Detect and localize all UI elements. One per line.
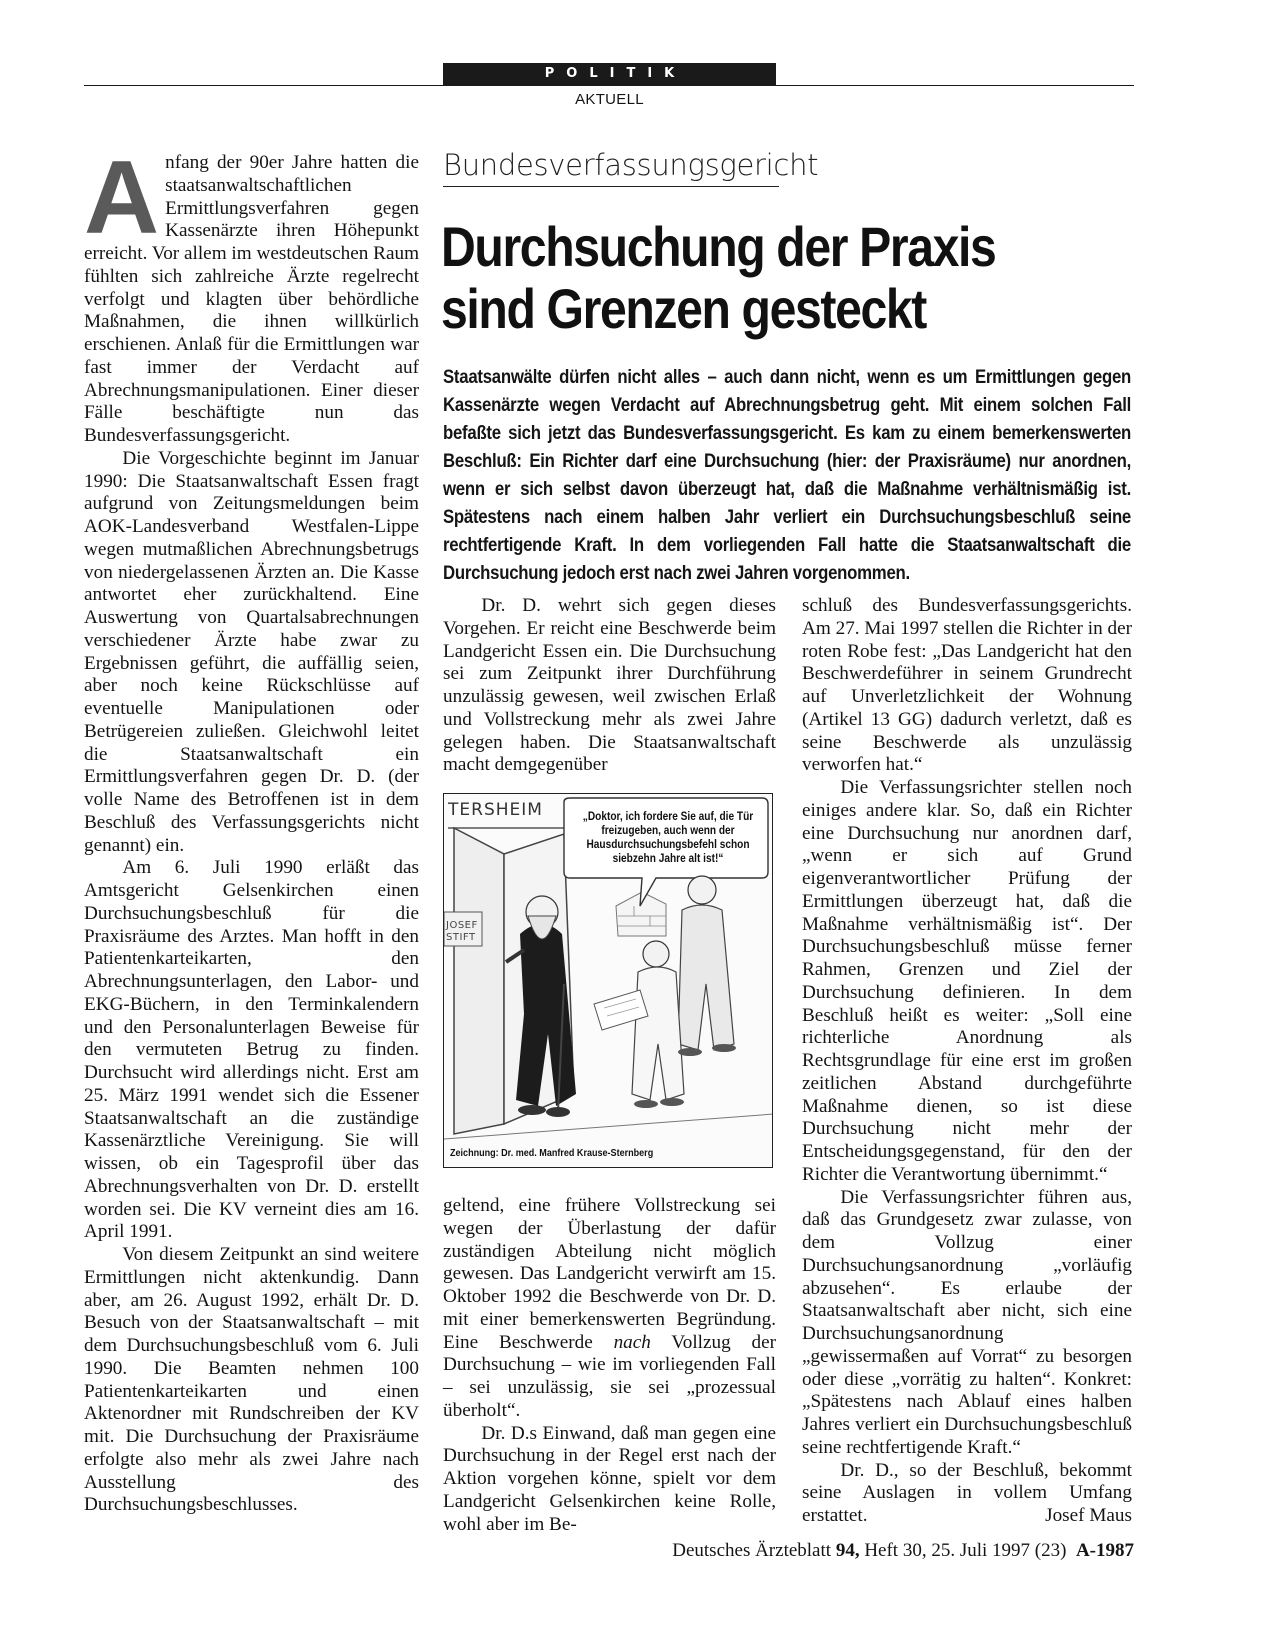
paragraph: geltend, eine frühere Vollstreckung sei wegen der Überlastung der dafür zuständigen Abteilung nicht möglich gewesen. Das Landgericht verwirft am 15. Oktober 1992 die Beschwerde von Dr. D. mit einer bemerkenswerten Begründung. Eine Beschwerde nach Vollzug der Durchsuchung – wie im vorliegenden Fall – sei unzulässig, sie sei „prozessual überholt“. [443,1195,776,1421]
page-number: A-1987 [1075,1540,1134,1561]
journal-name: Deutsches Ärzteblatt [672,1540,832,1561]
headline-line: Durchsuchung der Praxis [441,215,996,278]
cartoon-credit: Zeichnung: Dr. med. Manfred Krause-Sternberg [450,1147,654,1159]
emphasis: nach [613,1331,651,1353]
journal-issue: Heft 30, 25. Juli 1997 (23) [864,1540,1067,1561]
paragraph: Die Verfassungsrichter stellen noch einiges andere klar. So, daß ein Richter eine Durchsuchung nur anordnen darf, „wenn er sich auf Grund eigenverantwortlicher Prüfung der Ermittlungen überzeugt hat, daß die Maßnahme verhältnismäßig ist“. Der Durchsuchungsbeschluß müsse ferner Rahmen, Grenzen und Ziel der Durchsuchung definieren. In dem Beschluß heißt es weiter: „Soll eine richterliche Anordnung als Rechtsgrundlage für eine erst im großen zeitlichen Abstand durchgeführte Maßnahme dienen, so ist diese Durchsuchung nicht mehr der Entscheidungsgegenstand, für den der Richter die Verantwortung übernimmt.“ [802,777,1132,1185]
paragraph: Die Verfassungsrichter führen aus, daß das Grundgesetz zwar zulasse, von dem Vollzug einer Durchsuchungsanordnung „vorläufig abzusehen“. Es erlaube der Staatsanwaltschaft aber nicht, sich eine Durchsuchungsanordnung „gewissermaßen auf Vorrat“ zu besorgen oder diese „vorrätig zu halten“. Konkret: „Spätestens nach Ablauf eines halben Jahres verliert ein Durchsuchungsbeschluß seine rechtfertigende Kraft.“ [802,1186,1132,1458]
paragraph: schluß des Bundesverfassungsgerichts. Am 27. Mai 1997 stellen die Richter in der roten Robe fest: „Das Landgericht hat den Beschwerdeführer in seinem Grundrecht auf Unverletzlichkeit der Wohnung (Artikel 13 GG) dadurch verletzt, daß es seine Beschwerde als unzulässig verworfen hat.“ [802,595,1132,776]
cartoon-illustration [443,793,773,1168]
paragraph: Dr. D. wehrt sich gegen dieses Vorgehen. Er reicht eine Beschwerde beim Landgericht Essen ein. Die Durchsuchung sei zum Zeitpunkt ihrer Durchführung unzulässig gewesen, weil zwischen Erlaß und Vollstreckung mehr als zwei Jahre gelegen haben. Die Staatsanwaltschaft macht demgegenüber [443,595,776,776]
journal-volume: 94, [835,1540,860,1561]
closing-paragraph: Dr. D., so der Beschluß, bekommt seine Auslagen in vollem Umfang erstattet. Josef Maus [802,1459,1132,1526]
cartoon-sign: TERSHEIM [448,800,543,820]
page-footer [600,1540,1134,1562]
article-column-left [84,140,419,1517]
article-headline [441,216,1043,340]
drop-cap: A [84,140,160,256]
speech-bubble-text: „Doktor, ich fordere Sie auf, die Tür freizugeben, auch wenn der Hausdurchsuchungsbefehl schon siebzehn Jahre alt ist!“ [582,811,754,865]
article-kicker: Bundesverfassungsgericht [443,148,779,187]
section-rubric: POLITIK [443,63,776,85]
paragraph: Die Vorgeschichte beginnt im Januar 1990: Die Staatsanwaltschaft Essen fragt aufgrund von Zeitungsmeldungen beim AOK-Landesverband Westfalen-Lippe wegen mutmaßlichen Abrechnungsbetrugs von niedergelassenen Ärzten an. Die Kasse antwortet eher zurückhaltend. Eine Auswertung von Quartalsabrechnungen verschiedener Ärzte habe zwar zu Ergebnissen geführt, die auffällig seien, aber noch keine Rückschlüsse auf eventuelle Manipulationen oder Betrügereien zuließen. Gleichwohl leitet die Staatsanwaltschaft ein Ermittlungsverfahren gegen Dr. D. (der volle Name des Betroffenen ist in dem Beschluß des Verfassungsgerichts nicht genannt) ein. [84,447,419,856]
paragraph: Am 6. Juli 1990 erläßt das Amtsgericht Gelsenkirchen einen Durchsuchungsbeschluß für die Praxisräume des Arztes. Man hofft in den Patientenkarteikarten, den Abrechnungsunterlagen, den Labor- und EKG-Büchern, in den Terminkalendern und den Personalunterlagen Beweise für den vermuteten Betrug zu finden. Durchsucht wird allerdings nicht. Erst am 25. März 1991 wendet sich die Essener Staatsanwaltschaft an die zuständige Kassenärztliche Vereinigung. Sie will wissen, ob ein Tagesprofil über das Abrechnungsverhalten von Dr. D. erstellt worden sei. Die KV verneint dies am 16. April 1991. [84,857,419,1243]
article-column-middle-top [443,595,776,777]
header-rule [84,85,1134,86]
article-lead: Staatsanwälte dürfen nicht alles – auch dann nicht, wenn es um Ermittlungen gegen Kassenärzte wegen Verdacht auf Abrechnungsbetrug geht. Mit einem solchen Fall befaßte sich jetzt das Bundesverfassungsgericht. Es kam zu einem bemerkenswerten Beschluß: Ein Richter darf eine Durchsuchung (hier: der Praxisräume) nur anordnen, wenn er sich selbst davon überzeugt hat, daß die Maßnahme verhältnismäßig ist. Spätestens nach einem halben Jahr verliert ein Durchsuchungsbeschluß seine rechtfertigende Kraft. In dem vorliegenden Fall hatte die Staatsanwaltschaft die Durchsuchung jedoch erst nach zwei Jahren vorgenommen. [443,366,1131,584]
paragraph: Dr. D.s Einwand, daß man gegen eine Durchsuchung in der Regel erst nach der Aktion vorgehen könne, spielt vor dem Landgericht Gelsenkirchen keine Rolle, wohl aber im Be- [443,1422,776,1535]
paragraph: Anfang der 90er Jahre hatten die staatsanwaltschaftlichen Ermittlungsverfahren gegen Kassenärzte ihren Höhepunkt erreicht. Vor allem im westdeutschen Raum fühlten sich zahlreiche Ärzte regelrecht verfolgt und klagten über behördliche Maßnahmen, die ihnen willkürlich erschienen. Anlaß für die Ermittlungen war fast immer der Verdacht auf Abrechnungsmanipulationen. Einer dieser Fälle beschäftigte nun das Bundesverfassungsgericht. [84,140,419,446]
article-column-right [802,595,1132,1528]
cartoon-plaque: JOSEF STIFT [446,920,478,943]
headline-line: sind Grenzen gesteckt [441,277,926,340]
author-signature: Josef Maus [1045,1505,1132,1526]
section-subrubric: AKTUELL [575,91,644,108]
paragraph: Von diesem Zeitpunkt an sind weitere Ermittlungen nicht aktenkundig. Dann aber, am 26. August 1992, erhält Dr. D. Besuch von der Staatsanwaltschaft – mit dem Durchsuchungsbeschluß vom 6. Juli 1990. Die Beamten nehmen 100 Patientenkarteikarten und einen Aktenordner mit Rundschreiben der KV mit. Die Durchsuchung der Praxisräume erfolgte also mehr als zwei Jahre nach Ausstellung des Durchsuchungsbeschlusses. [84,1244,419,1516]
article-column-middle-bottom [443,1195,776,1536]
